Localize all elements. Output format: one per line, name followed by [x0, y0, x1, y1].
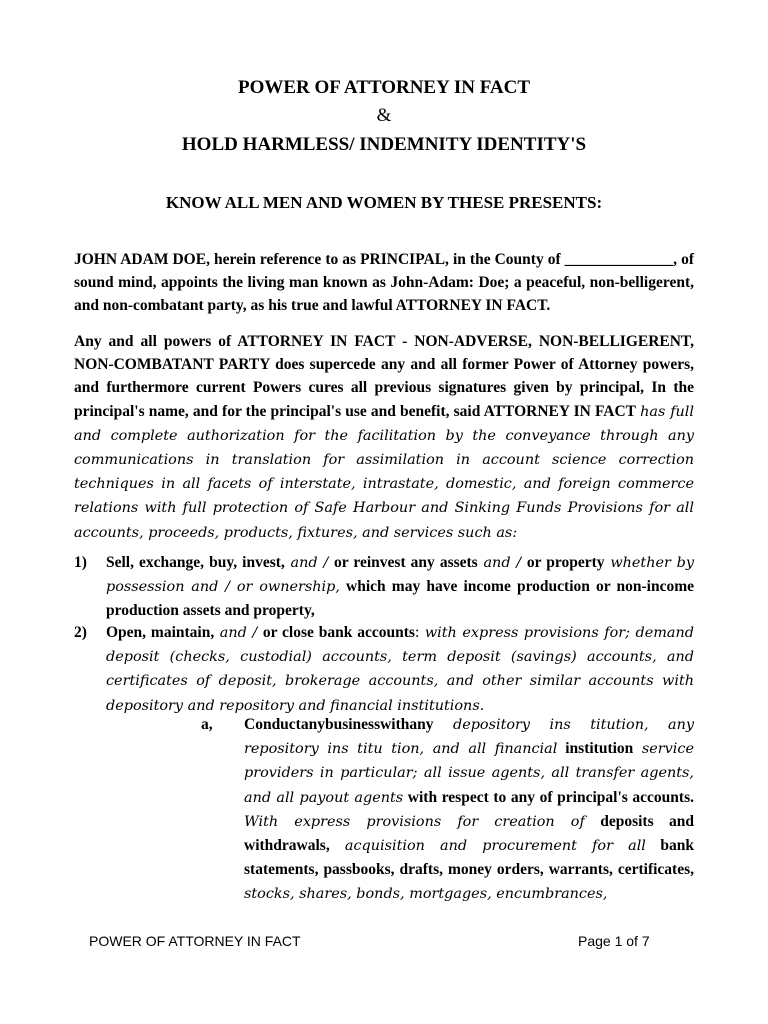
text-segment: which may have income production or non-income production assets and property,: [106, 578, 694, 620]
text-segment: depository ins titution, any repository ins titu tion, and all financial: [244, 717, 694, 758]
subitem-text: [244, 713, 694, 907]
text-segment: With express provisions for creation of: [244, 813, 585, 830]
text-segment: or close bank accounts: [262, 624, 415, 641]
text-segment: whether by possession and / or ownership,: [106, 555, 694, 596]
title-ampersand: &: [376, 105, 392, 126]
text-segment: and /: [284, 555, 334, 571]
text-segment: acquisition and procurement for all: [329, 838, 646, 855]
powers-paragraph-italic: has full and complete authorization for the facilitation by the conveyance through any communications in translation for assimilation in account science correction techniques in all facets of interstate, intrastate, domestic, and foreign commerce relations with full protection of Safe Harbour and Sinking Funds Provisions for all accounts, proceeds, products, fixtures, and services such as:: [74, 403, 695, 541]
subitem-label: a,: [201, 716, 213, 733]
text-segment: Sell, exchange, buy, invest,: [106, 554, 285, 571]
text-segment: bank statements, passbooks, drafts, money orders, warrants, certificates,: [244, 837, 694, 879]
text-segment: or reinvest any assets: [333, 554, 478, 571]
text-segment: and /: [214, 625, 263, 641]
powers-paragraph-bold: Any and all powers of ATTORNEY IN FACT - NON-ADVERSE, NON-BELLIGERENT, NON-COMBATANT PARTY does supercede any and all former Power of Attorney powers, and furthermore current Powers cures all previous signatures given by principal, In the principal's name, and for the principal's use and benefit, said ATTORNEY IN FACT: [74, 333, 694, 420]
powers-paragraph: [74, 330, 694, 545]
item-number: 1): [74, 554, 87, 571]
appointment-paragraph: JOHN ADAM DOE, herein reference to as PRINCIPAL, in the County of ______________, of sound mind, appoints the living man known as John-Adam: Doe; a peaceful, non-belligerent, and non-combatant party, as his true and lawful ATTORNEY IN FACT.: [74, 251, 694, 315]
text-segment: service providers in particular; all issue agents, all transfer agents, and all payout agents: [244, 741, 694, 806]
text-segment: institution: [557, 740, 634, 758]
footer-title: POWER OF ATTORNEY IN FACT: [89, 933, 301, 949]
list-item: [106, 621, 694, 718]
text-segment: with respect to any of principal's accounts.: [403, 788, 694, 806]
text-segment: stocks, shares, bonds, mortgages, encumbrances,: [244, 886, 608, 903]
text-segment: and /: [477, 555, 527, 571]
text-segment: deposits and withdrawals,: [244, 812, 695, 855]
document-title: POWER OF ATTORNEY IN FACT: [237, 77, 531, 98]
item-number: 2): [74, 624, 87, 641]
page-number: Page 1 of 7: [578, 933, 650, 949]
text-segment: with express provisions for; demand deposit (checks, custodial) accounts, term deposit (savings) accounts, and certificates of deposit, brokerage accounts, and other similar accounts with depository and repository and financial institutions.: [106, 625, 694, 714]
list-item: [106, 551, 694, 623]
document-subtitle: HOLD HARMLESS/ INDEMNITY IDENTITY'S: [181, 134, 587, 155]
text-segment: :: [414, 624, 420, 641]
text-segment: or property: [526, 554, 605, 571]
text-segment: Conductanybusinesswithany: [244, 716, 434, 733]
text-segment: Open, maintain,: [106, 624, 215, 641]
preamble-heading: KNOW ALL MEN AND WOMEN BY THESE PRESENTS:: [165, 193, 603, 212]
